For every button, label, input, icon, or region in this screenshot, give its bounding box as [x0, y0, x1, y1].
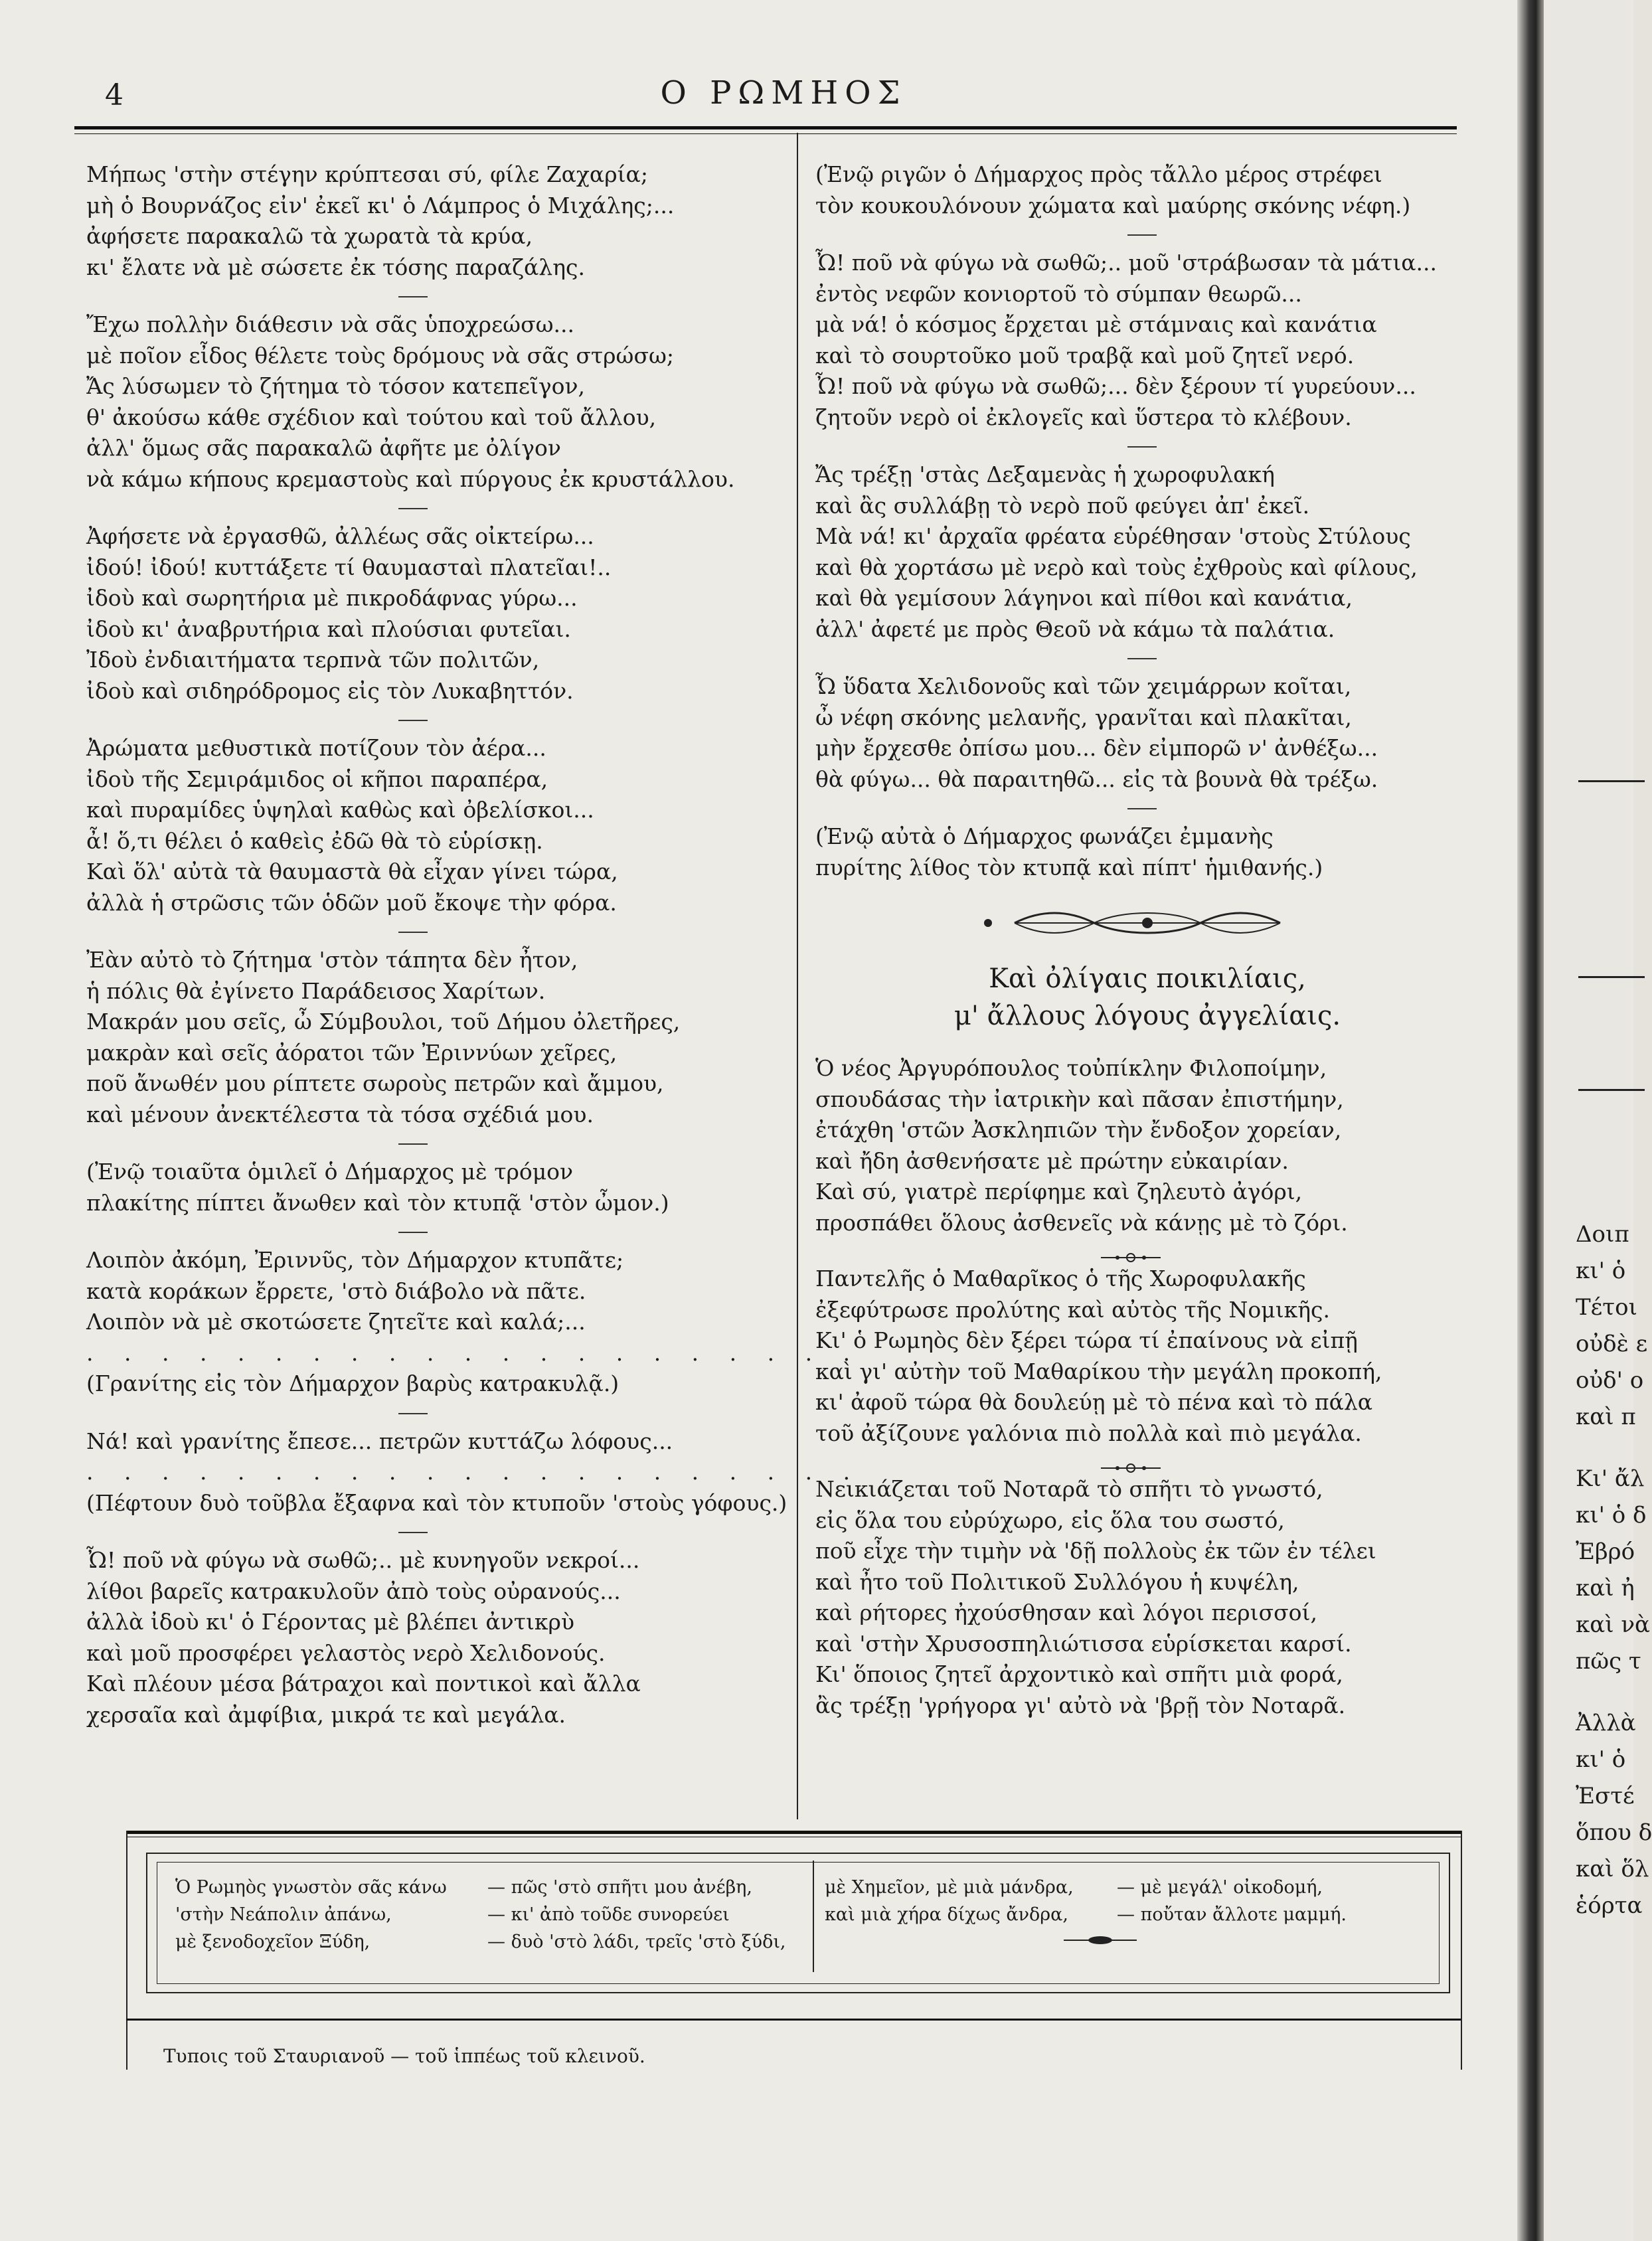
verse-line: ἰδοὺ τῆς Σεμιράμιδος οἱ κῆποι παραπέρα, [86, 766, 548, 792]
verse-line: νὰ κάμω κήπους κρεμαστοὺς καὶ πύργους ἐκ κρυστάλλου. [86, 465, 735, 492]
verse-line: Νεικιάζεται τοῦ Νοταρᾶ τὸ σπῆτι τὸ γνωστό, [815, 1476, 1323, 1502]
verse-line: Νά! καὶ γρανίτης ἔπεσε... πετρῶν κυττάζω λόφους... [86, 1428, 673, 1454]
verse-line: σπουδάσας τὴν ἰατρικὴν καὶ πᾶσαν ἐπιστήμην, [815, 1086, 1344, 1112]
adjacent-text: Ἐβρό [1576, 1538, 1635, 1565]
verse-line: καὶ 'στὴν Χρυσοσπηλιώτισσα εὑρίσκεται καρσί. [815, 1630, 1352, 1657]
verse-line: ἰδοὺ καὶ σωρητήρια μὲ πικροδάφνας γύρω... [86, 585, 578, 611]
ad-text: Ὁ Ρωμηὸς γνωστὸν σᾶς κάνω [175, 1877, 447, 1898]
section-title-line: μ' ἄλλους λόγους ἀγγελίαις. [953, 1001, 1341, 1031]
ad-row [825, 1874, 1442, 1901]
verse-line: (Ἐνῷ ριγῶν ὁ Δήμαρχος πρὸς τἄλλο μέρος στρέφει [815, 161, 1382, 187]
verse-line: ἀλλὰ ἡ στρῶσις τῶν ὁδῶν μοῦ ἔκοψε τὴν φόρα. [86, 889, 617, 916]
verse-line: μὰ νά! ὁ κόσμος ἔρχεται μὲ στάμναις καὶ κανάτια [815, 311, 1377, 337]
verse-line: ἰδοὺ κι' ἀναβρυτήρια καὶ πλούσιαι φυτεῖαι. [86, 616, 571, 642]
masthead: Ο ΡΩΜΗΟΣ [660, 74, 907, 112]
stanza-separator [1127, 234, 1157, 236]
adjacent-text: κι' ὁ [1576, 1258, 1626, 1284]
verse-line: χερσαῖα καὶ ἀμφίβια, μικρά τε καὶ μεγάλα. [86, 1701, 566, 1728]
footer-frame-left [126, 1831, 127, 2070]
verse-line: ἆ! ὅ,τι θέλει ὁ καθεὶς ἐδῶ θὰ τὸ εὑρίσκῃ. [86, 827, 543, 854]
stage-direction [86, 1157, 784, 1218]
verse-line: Ὦ! ποῦ νὰ φύγω νὰ σωθῶ;.. μοῦ 'στράβωσαν τὰ μάτια... [815, 250, 1438, 276]
stanza [815, 671, 1479, 795]
verse-line: Κι' ὁ Ρωμηὸς δὲν ξέρει τώρα τί ἐπαίνους νὰ εἰπῇ [815, 1327, 1358, 1353]
announcement [815, 1053, 1479, 1238]
verse-line: Ἄς τρέξῃ 'στὰς Δεξαμενὰς ἡ χωροφυλακή [815, 461, 1275, 487]
verse-line: ἂς τρέξῃ 'γρήγορα γι' αὐτὸ νὰ 'βρῇ τὸν Νοταρᾶ. [815, 1692, 1346, 1718]
verse-line: μακρὰν καὶ σεῖς ἀόρατοι τῶν Ἐριννύων χεῖρες, [86, 1039, 618, 1066]
stanza-separator [1127, 808, 1157, 809]
ad-text: μὲ ξενοδοχεῖον Ξύδη, [175, 1932, 371, 1952]
stanza-separator [398, 296, 428, 297]
adjacent-text: ἑόρτα [1576, 1892, 1643, 1919]
verse-line: κατὰ κοράκων ἔρρετε, 'στὸ διάβολο νὰ πᾶτε. [86, 1278, 586, 1304]
stanza-separator [1127, 446, 1157, 448]
stanza-separator [398, 932, 428, 933]
stanza-separator [398, 720, 428, 721]
header-rule [74, 126, 1457, 134]
ad-row [175, 1874, 806, 1901]
stanza [86, 1545, 784, 1730]
verse-line: ἐξεφύτρωσε προλύτης καὶ αὐτὸς τῆς Νομικῆς. [815, 1296, 1331, 1323]
adjacent-text: οὐδ' ο [1576, 1367, 1644, 1394]
ad-text: — μὲ μεγάλ' οἰκοδομή, [1117, 1877, 1323, 1898]
ad-text: — ποὔταν ἄλλοτε μαμμή. [1117, 1904, 1347, 1925]
verse-line: ζητοῦν νερὸ οἱ ἐκλογεῖς καὶ ὕστερα τὸ κλέβουν. [815, 404, 1352, 430]
footer-bottom-rule [126, 2019, 1461, 2021]
announcement [815, 1264, 1479, 1449]
verse-line: Καὶ σύ, γιατρὲ περίφημε καὶ ζηλευτὸ ἀγόρι, [815, 1179, 1303, 1204]
adjacent-text: ὅπου δ [1576, 1819, 1652, 1846]
printer-imprint: Τυποις τοῦ Σταυριανοῦ — τοῦ ἱππέως τοῦ κλεινοῦ. [163, 2045, 645, 2067]
verse-line: Μὰ νά! κι' ἀρχαῖα φρέατα εὑρέθησαν 'στοὺς Στύλους [815, 523, 1411, 549]
verse-line: Ἄς λύσωμεν τὸ ζήτημα τὸ τόσον κατεπεῖγον, [86, 373, 586, 399]
verse-line: ὦ νέφη σκόνης μελανῆς, γρανῖται καὶ πλακῖται, [815, 704, 1352, 730]
verse-line: Παντελῆς ὁ Μαθαρῖκος ὁ τῆς Χωροφυλακῆς [815, 1266, 1306, 1291]
scroll-ornament-icon [975, 903, 1320, 943]
verse-line: λίθοι βαρεῖς κατρακυλοῦν ἀπὸ τοὺς οὐρανούς... [86, 1578, 621, 1604]
verse-line: ποῦ ἄνωθέν μου ρίπτετε σωροὺς πετρῶν καὶ ἄμμου, [86, 1070, 664, 1096]
verse-line: κι' ἔλατε νὰ μὲ σώσετε ἐκ τόσης παραζάλης. [86, 254, 585, 280]
stanza-separator [398, 1232, 428, 1233]
verse-line: Μακράν μου σεῖς, ὦ Σύμβουλοι, τοῦ Δήμου ὀλετῆρες, [86, 1009, 681, 1035]
adjacent-text: κι' ὁ [1576, 1746, 1626, 1773]
footer-rule [126, 1831, 1461, 1837]
adjacent-rule [1578, 780, 1645, 782]
verse-line: (Πέφτουν δυὸ τοῦβλα ἔξαφνα καὶ τὸν κτυποῦν 'στοὺς γόφους.) [86, 1489, 787, 1516]
verse-line: ἰδού! ἰδού! κυττάξετε τί θαυμασταὶ πλατεῖαι!.. [86, 554, 612, 580]
verse-line: ἀλλ' ἀφετέ με πρὸς Θεοῦ νὰ κάμω τὰ παλάτια. [815, 616, 1335, 642]
adjacent-text: Ἐστέ [1576, 1783, 1635, 1809]
verse-line: Ὁ νέος Ἀργυρόπουλος τοὐπίκλην Φιλοποίμην, [815, 1055, 1327, 1081]
verse-line: εἰς ὅλα του εὐρύχωρο, εἰς ὅλα του σωστό, [815, 1507, 1285, 1533]
verse-line: θ' ἀκούσω κάθε σχέδιον καὶ τούτου καὶ τοῦ ἄλλου, [86, 404, 657, 430]
announcement [815, 1474, 1479, 1721]
adjacent-text: καὶ ὅλ [1576, 1856, 1649, 1882]
stanza [86, 1426, 863, 1519]
adjacent-text: πῶς τ [1576, 1648, 1641, 1675]
stanza [815, 248, 1479, 433]
verse-line: καὶ ἂς συλλάβῃ τὸ νερὸ ποῦ φεύγει ἀπ' ἐκεῖ. [815, 492, 1310, 519]
verse-line: ποῦ εἶχε τὴν τιμὴν νὰ 'δῇ πολλοὺς ἐκ τῶν ἐν τέλει [815, 1538, 1376, 1564]
advertisement-right [825, 1874, 1442, 1955]
stage-direction [815, 159, 1479, 221]
verse-line: ἰδοὺ καὶ σιδηρόδρομος εἰς τὸν Λυκαβηττόν. [86, 677, 574, 704]
stanza [86, 521, 784, 706]
advertisement-box [146, 1853, 1450, 1993]
verse-line: ἀλλὰ ἰδοὺ κι' ὁ Γέροντας μὲ βλέπει ἀντικρὺ [86, 1609, 575, 1635]
stanza-separator [398, 1532, 428, 1533]
verse-line: Ἀφήσετε νὰ ἐργασθῶ, ἀλλέως σᾶς οἰκτείρω... [86, 523, 594, 549]
verse-line: καὶ πυραμίδες ὑψηλαὶ καθὼς καὶ ὀβελίσκοι... [86, 797, 594, 823]
ad-text: 'στὴν Νεάπολιν ἀπάνω, [175, 1904, 392, 1925]
adjacent-text: καὶ νὰ [1576, 1612, 1650, 1638]
ad-text: — δυὸ 'στὸ λάδι, τρεῖς 'στὸ ξύδι, [487, 1932, 786, 1952]
verse-line: ἀλλ' ὅμως σᾶς παρακαλῶ ἀφῆτε με ὀλίγον [86, 435, 561, 461]
verse-line: μὴ ὁ Βουρνάζος εἰν' ἐκεῖ κι' ὁ Λάμπρος ὁ Μιχάλης;... [86, 192, 675, 218]
advertisement-divider [813, 1861, 814, 1972]
verse-line: καὶ θὰ χορτάσω μὲ νερὸ καὶ τοὺς ἐχθροὺς καὶ φίλους, [815, 554, 1418, 580]
verse-line: (Ἐνῷ αὐτὰ ὁ Δήμαρχος φωνάζει ἐμμανὴς [815, 823, 1274, 849]
ad-ornament-row [825, 1928, 1442, 1955]
verse-line: Ὦ! ποῦ νὰ φύγω νὰ σωθῶ;... δὲν ξέρουν τί γυρεύουν... [815, 373, 1416, 399]
verse-line: κι' ἀφοῦ τώρα θὰ δουλεύῃ μὲ τὸ πένα καὶ τὸ πάλα [815, 1389, 1373, 1415]
verse-line: Ἐὰν αὐτὸ τὸ ζήτημα 'στὸν τάπητα δὲν ἦτον, [86, 947, 578, 973]
ad-text: καὶ μιὰ χήρα δίχως ἄνδρα, [825, 1904, 1068, 1925]
column-rule [797, 133, 798, 1819]
stanza [86, 733, 784, 918]
right-column [815, 159, 1479, 1721]
adjacent-text: καὶ ἠ [1576, 1575, 1635, 1602]
stanza [86, 945, 784, 1130]
left-column [86, 159, 863, 1730]
verse-line: ἐτάχθη 'στῶν Ἀσκληπιῶν τὴν ἔνδοξον χορείαν, [815, 1117, 1342, 1143]
ad-row [175, 1928, 806, 1955]
stanza [86, 159, 784, 283]
verse-line: Λοιπὸν νὰ μὲ σκοτώσετε ζητεῖτε καὶ καλά;... [86, 1309, 586, 1335]
verse-line: Ἔχω πολλὴν διάθεσιν νὰ σᾶς ὑποχρεώσω... [86, 311, 574, 337]
adjacent-text: Δοιπ [1576, 1221, 1629, 1248]
advertisement-left [175, 1874, 806, 1955]
stanza [86, 309, 784, 495]
verse-line: προσπάθει ὅλους ἀσθενεῖς νὰ κάνῃς μὲ τὸ ζόρι. [815, 1209, 1348, 1236]
verse-line: καὶ θὰ γεμίσουν λάγηνοι καὶ πίθοι καὶ κανάτια, [815, 585, 1353, 611]
small-ornament [815, 1242, 1479, 1260]
ad-text: μὲ Χημεῖον, μὲ μιὰ μάνδρα, [825, 1877, 1074, 1898]
verse-line: Καὶ ὅλ' αὐτὰ τὰ θαυμαστὰ θὰ εἶχαν γίνει τώρα, [86, 859, 618, 884]
stage-direction [815, 821, 1479, 883]
ad-text: — κι' ἀπὸ τοῦδε συνορεύει [487, 1904, 730, 1925]
verse-line: πυρίτης λίθος τὸν κτυπᾷ καὶ πίπτ' ἡμιθανής.) [815, 854, 1323, 880]
verse-line: καὶ ἤδη ἀσθενήσατε μὲ πρώτην εὐκαιρίαν. [815, 1147, 1289, 1174]
verse-line: καὶ μένουν ἀνεκτέλεστα τὰ τόσα σχέδιά μου. [86, 1101, 594, 1127]
adjacent-rule [1578, 976, 1645, 978]
small-ornament [815, 1453, 1479, 1470]
verse-line: τοῦ ἀξίζουνε γαλόνια πιὸ πολλὰ καὶ πιὸ μεγάλα. [815, 1420, 1362, 1446]
verse-line: Καὶ πλέουν μέσα βάτραχοι καὶ ποντικοὶ καὶ ἄλλα [86, 1671, 641, 1697]
adjacent-text: καὶ π [1576, 1404, 1636, 1430]
verse-line: Ἰδοὺ ἐνδιαιτήματα τερπνὰ τῶν πολιτῶν, [86, 647, 540, 673]
verse-line: Κι' ὅποιος ζητεῖ ἀρχοντικὸ καὶ σπῆτι μιὰ φορά, [815, 1661, 1343, 1687]
stanza-separator [1127, 658, 1157, 659]
page-fold [1517, 0, 1544, 2241]
section-title [815, 960, 1479, 1035]
stanza-separator [398, 508, 428, 509]
verse-line: ἀφήσετε παρακαλῶ τὰ χωρατὰ τὰ κρύα, [86, 223, 533, 249]
verse-line: μὲ ποῖον εἶδος θέλετε τοὺς δρόμους νὰ σᾶς στρώσω; [86, 342, 675, 369]
adjacent-rule [1578, 1089, 1645, 1091]
verse-line: καὶ ρήτορες ἠχούσθησαν καὶ λόγοι περισσοί, [815, 1600, 1317, 1625]
stanza [815, 459, 1479, 645]
adjacent-text: Κι' ἄλ [1576, 1465, 1645, 1492]
verse-line: Μήπως 'στὴν στέγην κρύπτεσαι σύ, φίλε Ζαχαρία; [86, 161, 648, 187]
verse-line: Ὦ ὕδατα Χελιδονοῦς καὶ τῶν χειμάρρων κοῖται, [815, 673, 1352, 699]
stanza [86, 1245, 863, 1400]
page-number: 4 [105, 78, 124, 112]
verse-line: Ὦ! ποῦ νὰ φύγω νὰ σωθῶ;.. μὲ κυνηγοῦν νεκροί... [86, 1547, 640, 1573]
adjacent-text: Τέτοι [1576, 1294, 1637, 1321]
section-title-line: Καὶ ὀλίγαις ποικιλίαις, [989, 963, 1306, 994]
verse-line: ἐντὸς νεφῶν κονιορτοῦ τὸ σύμπαν θεωρῶ... [815, 280, 1302, 307]
verse-line: ἡ πόλις θὰ ἐγίνετο Παράδεισος Χαρίτων. [86, 977, 546, 1004]
ellipsis-row: . . . . . . . . . . . . . . . . . . . . . [86, 1459, 863, 1485]
adjacent-text: κι' ὁ δ [1576, 1502, 1647, 1529]
stanza-separator [398, 1413, 428, 1414]
verse-line: καὶ μοῦ προσφέρει γελαστὸς νερὸ Χελιδονούς. [86, 1639, 606, 1666]
verse-line: καὶ γι' αὐτὴν τοῦ Μαθαρίκου τὴν μεγάλη προκοπή, [815, 1358, 1382, 1384]
stanza-separator [398, 1143, 428, 1145]
divider-ornament-icon [1101, 1250, 1161, 1265]
verse-line: Ἀρώματα μεθυστικὰ ποτίζουν τὸν ἀέρα... [86, 735, 546, 761]
ellipsis-row: . . . . . . . . . . . . . . . . . . . . . [86, 1339, 863, 1366]
verse-line: τὸν κουκουλόνουν χώματα καὶ μαύρης σκόνης νέφη.) [815, 192, 1411, 218]
verse-line: (Γρανίτης εἰς τὸν Δήμαρχον βαρὺς κατρακυλᾷ.) [86, 1370, 620, 1396]
verse-line: πλακίτης πίπτει ἄνωθεν καὶ τὸν κτυπᾷ 'στὸν ὦμον.) [86, 1189, 669, 1216]
ad-row [825, 1901, 1442, 1928]
adjacent-text: οὐδὲ ε [1576, 1331, 1648, 1357]
verse-line: θὰ φύγω... θὰ παραιτηθῶ... εἰς τὰ βουνὰ θὰ τρέξω. [815, 766, 1378, 792]
adjacent-text: Ἀλλὰ [1576, 1710, 1636, 1736]
verse-line: (Ἐνῷ τοιαῦτα ὁμιλεῖ ὁ Δήμαρχος μὲ τρόμον [86, 1159, 574, 1185]
decorative-ornament [815, 903, 1479, 943]
divider-ornament-icon [1101, 1461, 1161, 1475]
ad-row [175, 1901, 806, 1928]
verse-line: καὶ τὸ σουρτοῦκο μοῦ τραβᾷ καὶ μοῦ ζητεῖ νερό. [815, 342, 1355, 369]
adjacent-page-edge [1544, 0, 1652, 2241]
verse-line: καὶ ἦτο τοῦ Πολιτικοῦ Συλλόγου ἡ κυψέλη, [815, 1568, 1299, 1595]
ad-ornament-icon [1064, 1933, 1137, 1948]
ad-text: — πῶς 'στὸ σπῆτι μου ἀνέβη, [487, 1877, 752, 1898]
verse-line: Λοιπὸν ἀκόμη, Ἐριννῦς, τὸν Δήμαρχον κτυπᾶτε; [86, 1247, 624, 1273]
verse-line: μὴν ἔρχεσθε ὀπίσω μου... δὲν εἰμπορῶ ν' ἀνθέξω... [815, 735, 1378, 761]
footer-frame-right [1461, 1831, 1462, 2070]
